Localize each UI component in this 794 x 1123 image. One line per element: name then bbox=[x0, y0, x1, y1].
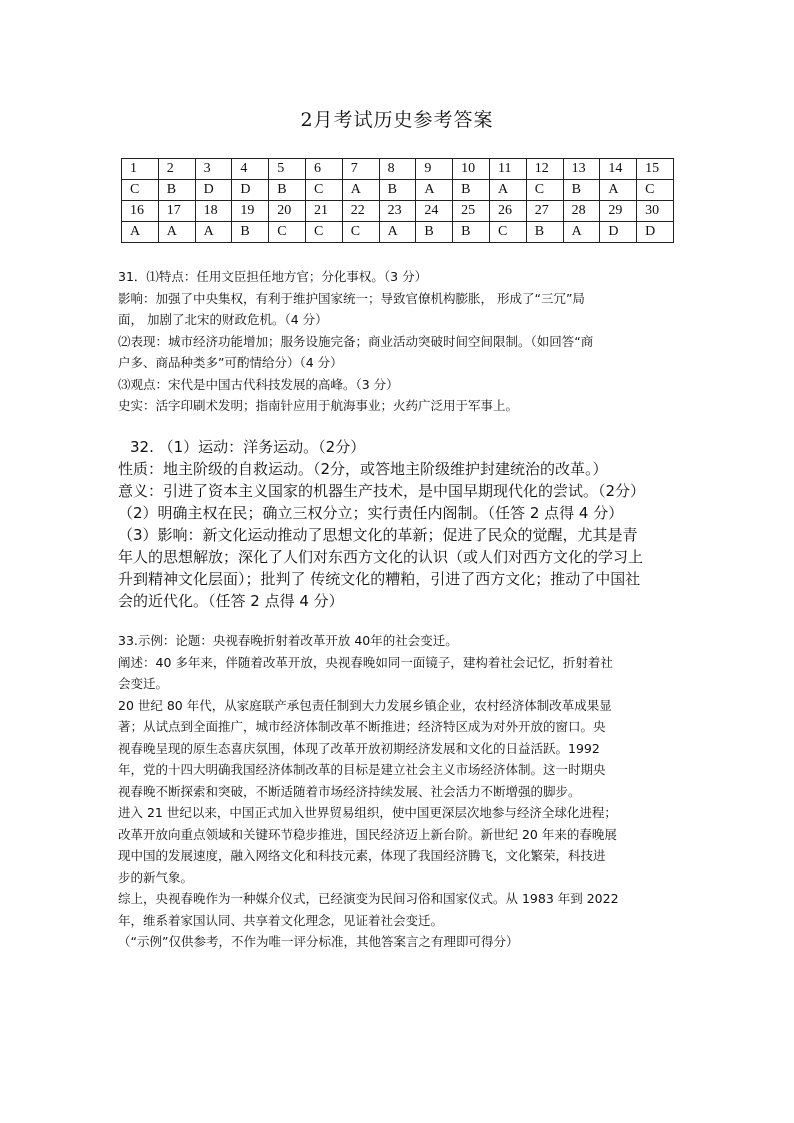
table-cell: 4 bbox=[232, 159, 269, 180]
table-cell: 23 bbox=[379, 201, 416, 222]
table-cell: B bbox=[269, 180, 306, 201]
table-cell: 27 bbox=[526, 201, 563, 222]
table-cell: 11 bbox=[489, 159, 526, 180]
table-cell: A bbox=[600, 180, 637, 201]
q32-line: 意义：引进了资本主义国家的机器生产技术，是中国早期现代化的尝试。（2分） bbox=[118, 482, 646, 500]
table-cell: B bbox=[563, 180, 600, 201]
question-32-answer bbox=[118, 436, 688, 612]
q33-line: 年，党的十四大明确我国经济体制改革的目标是建立社会主义市场经济体制。这一时期央 bbox=[118, 762, 606, 777]
table-cell: 10 bbox=[453, 159, 490, 180]
table-cell: 24 bbox=[416, 201, 453, 222]
table-row bbox=[122, 159, 674, 180]
table-cell: C bbox=[305, 222, 342, 243]
table-cell: 1 bbox=[122, 159, 159, 180]
table-cell: 14 bbox=[600, 159, 637, 180]
table-cell: 15 bbox=[637, 159, 674, 180]
table-cell: 7 bbox=[342, 159, 379, 180]
q31-line: 面， 加剧了北宋的财政危机。（4 分） bbox=[118, 312, 328, 327]
table-cell: D bbox=[600, 222, 637, 243]
table-cell: 18 bbox=[195, 201, 232, 222]
q33-line: 改革开放向重点领域和关键环节稳步推进，国民经济迈上新台阶。新世纪 20 年来的春晚展 bbox=[118, 826, 617, 842]
table-row bbox=[122, 180, 674, 201]
table-cell: B bbox=[232, 222, 269, 243]
table-cell: C bbox=[489, 222, 526, 243]
q33-line: 年，维系着家国认同、共享着文化理念，见证着社会变迁。 bbox=[118, 912, 444, 928]
table-cell: C bbox=[269, 222, 306, 243]
table-cell: 2 bbox=[158, 159, 195, 180]
table-cell: 28 bbox=[563, 201, 600, 222]
question-33-answer bbox=[118, 630, 688, 953]
table-cell: 9 bbox=[416, 159, 453, 180]
q31-line: ⑶观点：宋代是中国古代科技发展的高峰。（3 分） bbox=[118, 376, 399, 392]
table-cell: A bbox=[122, 222, 159, 243]
q32-line: 性质：地主阶级的自救运动。（2分，或答地主阶级维护封建统治的改革。） bbox=[118, 460, 608, 478]
q33-line: （“示例”仅供参考，不作为唯一评分标准，其他答案言之有理即可得分） bbox=[118, 934, 519, 949]
table-cell: A bbox=[489, 180, 526, 201]
table-cell: A bbox=[158, 222, 195, 243]
q31-line: 户多、商品种类多”可酌情给分）（4 分） bbox=[118, 355, 343, 370]
q31-line: 31．⑴特点：任用文臣担任地方官；分化事权。（3 分） bbox=[118, 269, 428, 284]
table-row bbox=[122, 201, 674, 222]
table-cell: 22 bbox=[342, 201, 379, 222]
q32-line: 32. （1）运动：洋务运动。（2分） bbox=[130, 438, 366, 456]
q31-line: 影响：加强了中央集权，有利于维护国家统一；导致官僚机构膨胀， 形成了“三冗”局 bbox=[118, 290, 585, 306]
table-cell: 26 bbox=[489, 201, 526, 222]
table-cell: C bbox=[342, 222, 379, 243]
table-cell: 30 bbox=[637, 201, 674, 222]
table-cell: D bbox=[637, 222, 674, 243]
answer-table bbox=[121, 158, 674, 243]
table-row bbox=[122, 222, 674, 243]
table-cell: 17 bbox=[158, 201, 195, 222]
table-cell: D bbox=[195, 180, 232, 201]
table-cell: 21 bbox=[305, 201, 342, 222]
q33-line: 综上，央视春晚作为一种媒介仪式，已经演变为民间习俗和国家仪式。从 1983 年到 2022 bbox=[118, 891, 619, 906]
question-31-answer bbox=[118, 266, 688, 417]
table-cell: B bbox=[416, 222, 453, 243]
q33-line: 著；从试点到全面推广，城市经济体制改革不断推进；经济特区成为对外开放的窗口。央 bbox=[118, 719, 606, 734]
q33-line: 步的新气象。 bbox=[118, 869, 194, 885]
table-cell: 5 bbox=[269, 159, 306, 180]
q33-line: 进入 21 世纪以来，中国正式加入世界贸易组织，使中国更深层次地参与经济全球化进程； bbox=[118, 805, 617, 820]
page-title: 2月考试历史参考答案 bbox=[300, 109, 494, 131]
table-cell: A bbox=[416, 180, 453, 201]
table-cell: 6 bbox=[305, 159, 342, 180]
table-cell: B bbox=[158, 180, 195, 201]
q33-line: 33.示例：论题：央视春晚折射着改革开放 40年的社会变迁。 bbox=[118, 633, 458, 648]
table-cell: 8 bbox=[379, 159, 416, 180]
table-cell: 29 bbox=[600, 201, 637, 222]
table-cell: C bbox=[526, 180, 563, 201]
table-cell: C bbox=[305, 180, 342, 201]
table-cell: C bbox=[122, 180, 159, 201]
q31-line: 史实：活字印刷术发明；指南针应用于航海事业；火药广泛用于军事上。 bbox=[118, 398, 519, 413]
q33-line: 视春晚不断探索和突破，不断适随着市场经济持续发展、社会活力不断增强的脚步。 bbox=[118, 783, 581, 799]
q32-line: 升到精神文化层面）；批判了 传统文化的糟粕，引进了西方文化；推动了中国社 bbox=[118, 570, 641, 588]
q32-line: 年人的思想解放；深化了人们对东西方文化的认识（或人们对西方文化的学习上 bbox=[118, 548, 644, 566]
table-cell: 13 bbox=[563, 159, 600, 180]
table-cell: A bbox=[379, 222, 416, 243]
q31-line: ⑵表现：城市经济功能增加；服务设施完备；商业活动突破时间空间限制。（如回答“商 bbox=[118, 333, 594, 349]
q33-line: 阐述：40 多年来，伴随着改革开放，央视春晚如同一面镜子，建构着社会记忆，折射着社 bbox=[118, 654, 613, 670]
table-cell: A bbox=[563, 222, 600, 243]
table-cell: B bbox=[379, 180, 416, 201]
q32-line: （2）明确主权在民；确立三权分立；实行责任内阁制。（任答 2 点得 4 分） bbox=[118, 504, 624, 522]
q33-line: 20 世纪 80 年代，从家庭联产承包责任制到大力发展乡镇企业，农村经济体制改革成果显 bbox=[118, 697, 612, 713]
table-cell: 16 bbox=[122, 201, 159, 222]
q33-line: 视春晚呈现的原生态喜庆氛围，体现了改革开放初期经济发展和文化的日益活跃。1992 bbox=[118, 740, 600, 756]
table-cell: 20 bbox=[269, 201, 306, 222]
q33-line: 会变迁。 bbox=[118, 676, 169, 691]
table-cell: B bbox=[526, 222, 563, 243]
table-cell: 3 bbox=[195, 159, 232, 180]
q32-line: （3）影响：新文化运动推动了思想文化的革新；促进了民众的觉醒，尤其是青 bbox=[118, 526, 638, 544]
table-cell: B bbox=[453, 180, 490, 201]
table-cell: D bbox=[232, 180, 269, 201]
table-cell: 12 bbox=[526, 159, 563, 180]
table-cell: A bbox=[342, 180, 379, 201]
table-cell: A bbox=[195, 222, 232, 243]
table-cell: B bbox=[453, 222, 490, 243]
q32-line: 会的近代化。（任答 2 点得 4 分） bbox=[118, 592, 344, 610]
q33-line: 现中国的发展速度，融入网络文化和科技元素，体现了我国经济腾飞，文化繁荣，科技进 bbox=[118, 848, 606, 863]
table-cell: C bbox=[637, 180, 674, 201]
table-cell: 19 bbox=[232, 201, 269, 222]
table-cell: 25 bbox=[453, 201, 490, 222]
